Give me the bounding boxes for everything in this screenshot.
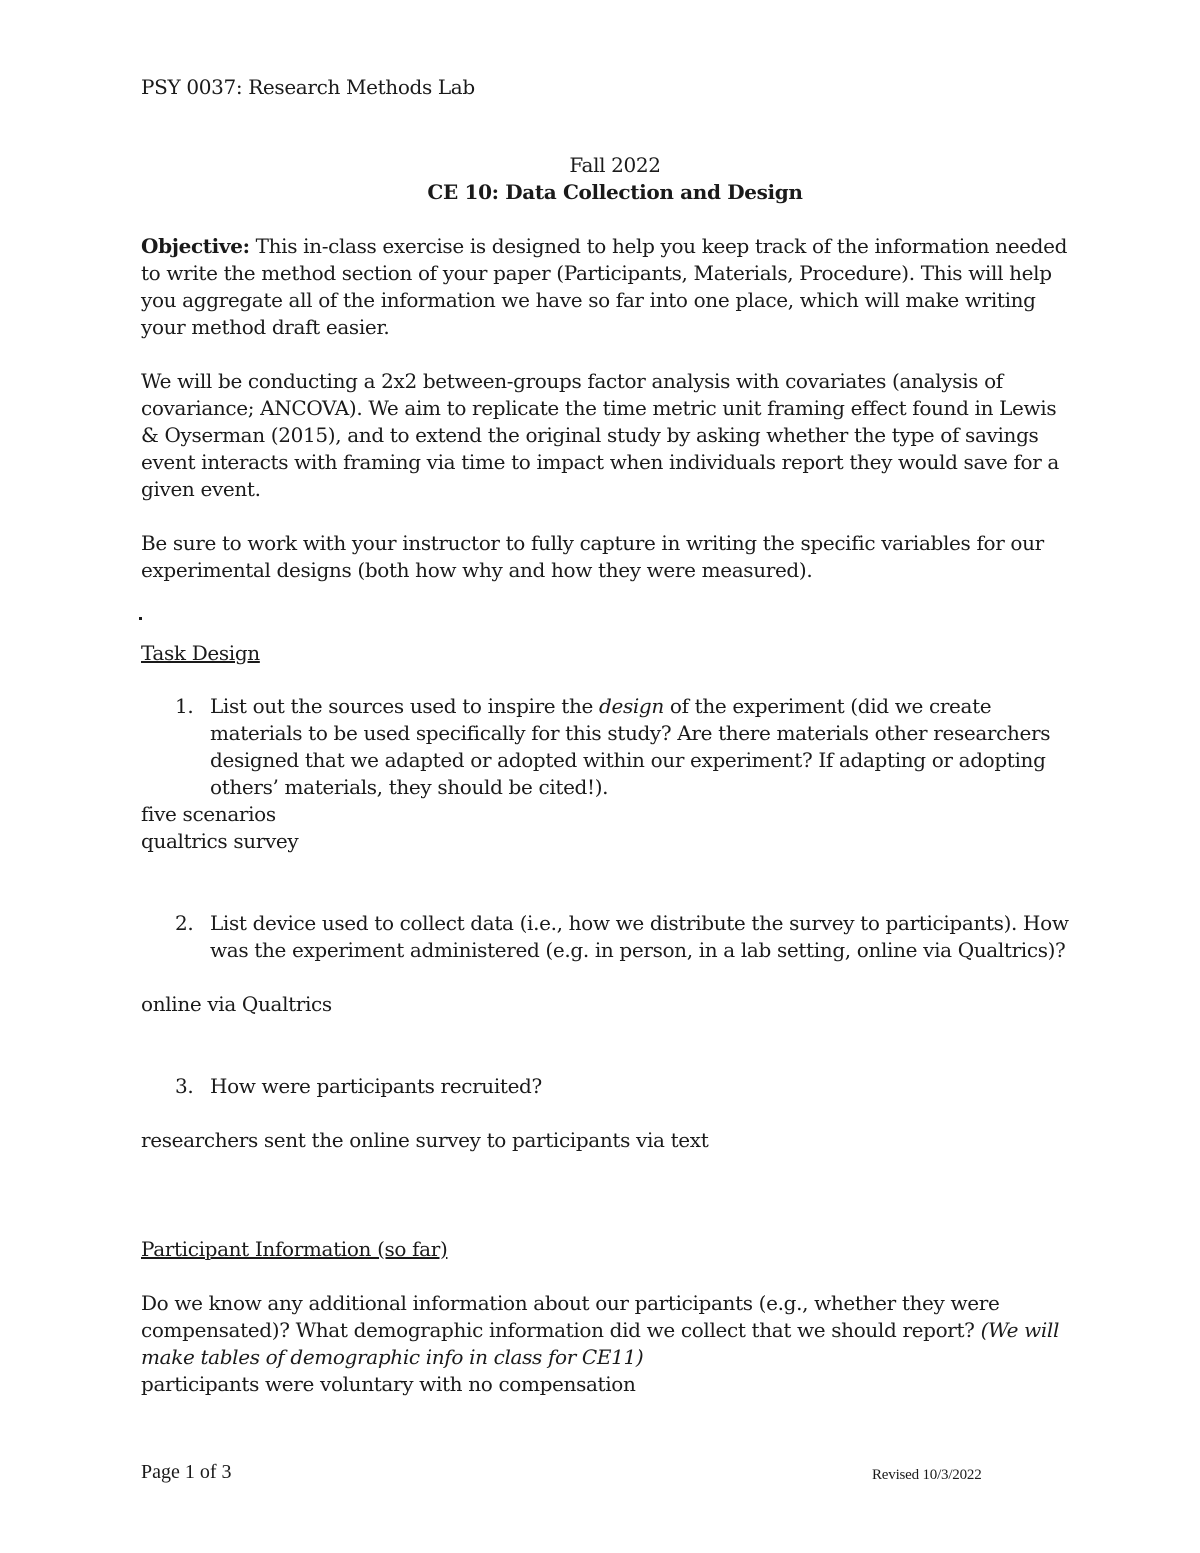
document-title: CE 10: Data Collection and Design [427, 180, 803, 204]
stray-mark [139, 617, 142, 620]
participant-info-question-emphasis: (We will make tables of demographic info in class for CE11) [141, 1318, 1059, 1369]
revision-date: Revised 10/3/2022 [872, 1467, 982, 1483]
participant-info-answer: participants were voluntary with no compensation [141, 1372, 636, 1396]
objective-label: Objective: [141, 234, 250, 258]
question-2-text: List device used to collect data (i.e., how we distribute the survey to participants). How was the experiment administered (e.g. in person, in a lab setting, online via Qualtrics)? [210, 911, 1069, 962]
question-1-text [210, 693, 1080, 801]
question-1-number: 1. [175, 694, 194, 718]
question-2-number: 2. [175, 911, 194, 935]
question-3-number: 3. [175, 1074, 194, 1098]
design-paragraph: We will be conducting a 2x2 between-groups factor analysis with covariates (analysis of covariance; ANCOVA). We aim to replicate the time metric unit framing effect found in Lewis & Oyserman (2015), and to extend the original study by asking whether the type of savings event interacts with framing via time to impact when individuals report they would save for a given event. [141, 369, 1059, 501]
course-header: PSY 0037: Research Methods Lab [141, 75, 475, 99]
page-number: Page 1 of 3 [141, 1461, 232, 1483]
objective-paragraph [141, 233, 1071, 341]
question-1-text-after: of the experiment (did we create materials to be used specifically for this study? Are there materials other researchers designed that we adapted or adopted within our experiment? If adapting or adopting others’ materials, they should be cited!). [210, 694, 1051, 799]
participant-info-question [141, 1290, 1071, 1371]
task-design-heading: Task Design [141, 641, 260, 665]
objective-text: This in-class exercise is designed to help you keep track of the information needed to write the method section of your paper (Participants, Materials, Procedure). This will help you aggregate all of the information we have so far into one place, which will make writing your method draft easier. [141, 234, 1068, 339]
question-3-text: How were participants recruited? [210, 1074, 542, 1098]
answer-2: online via Qualtrics [141, 992, 332, 1016]
question-1-text-before: List out the sources used to inspire the [210, 694, 599, 718]
instructor-paragraph: Be sure to work with your instructor to fully capture in writing the specific variables for our experimental designs (both how why and how they were measured). [141, 531, 1044, 582]
participant-info-heading: Participant Information (so far) [141, 1237, 448, 1261]
answer-1-line-1: five scenarios [141, 802, 276, 826]
participant-info-question-text: Do we know any additional information about our participants (e.g., whether they were compensated)? What demographic information did we collect that we should report? [141, 1291, 1000, 1342]
answer-1-line-2: qualtrics survey [141, 829, 299, 853]
question-1-emphasis: design [599, 694, 664, 718]
term-label: Fall 2022 [569, 153, 661, 177]
answer-3: researchers sent the online survey to participants via text [141, 1128, 709, 1152]
